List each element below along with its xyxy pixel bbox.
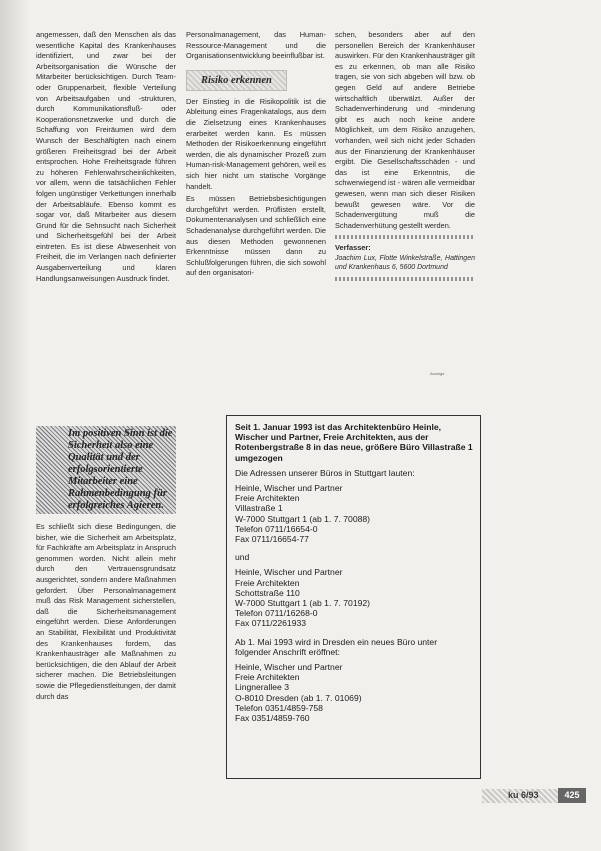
article-paragraph: Es müssen Betriebsbesichtigungen durchgeführt werden. Prüflisten erstellt, Dokumentenanalysen und schließlich eine Schadenanalyse durchgeführt werden. Die aus diesen Methoden gewonnenen Erkenntnisse müssen dann zu Schlußfolgerungen führen, die sich sowohl auf den organisatori- [186,194,326,278]
section-subheading: Risiko erkennen [186,70,287,91]
article-column-1 [36,30,176,286]
article-column-3 [335,30,475,285]
divider [335,235,475,239]
issue-label: ku 6/93 [508,790,539,800]
article-paragraph: Personalmanagement, das Human-Ressource-Management und die Organisationsentwicklung beeinflußbar ist. [186,30,326,61]
notice-dresden-intro: Ab 1. Mai 1993 wird in Dresden ein neues Büro unter folgender Anschrift eröffnet: [235,636,438,657]
address-block-3: Heinle, Wischer und Partner Freie Architekten Lingnerallee 3 O-8010 Dresden (ab 1. 7. 01069) Telefon 0351/4859-758 Fax 0351/4859-760 [235,662,362,724]
article-paragraph: angemessen, daß den Menschen als das wesentliche Kapital des Krankenhauses identifiziert, und zwar bei der Arbeitsorganisation die Wünsche der Mitarbeiter berücksichtigen. Durch Team- oder Gruppenarbeit, flexible Verteilung von Arbeitsaufgaben und -strukturen, durch Kommunikationsfluß- oder Kooperationsnetzwerke und durch die Schaffung von Freiräumen wird dem Wunsch der Beschäftigten nach einem größeren Freiheitsgrad bei der Arbeit entsprochen. Hohe Freiheitsgrade führen zu höheren Fehlerwahrscheinlichkeiten, vor allem, wenn die tatsächlichen Fehler folgen ungünstiger Verkettungen innerhalb der Arbeitsabläufe. Ebenso kommt es sogar vor, daß Mitarbeiter aus diesem Grund für die Sehnsucht nach Sicherheit und Sicherheitsgefühl bei der Arbeit eintreten. Es ist diese Abwesenheit von Freiheit, die im Verlangen nach definierter Ausgabenverteilung und klaren Handlungsanweisungen Ausdruck findet. [36,30,176,283]
page-binding-shadow [0,0,30,851]
notice-intro: Die Adressen unserer Büros in Stuttgart lauten: [235,467,415,478]
article-paragraph: Es schließt sich diese Bedingungen, die bisher, wie die Sicherheit am Arbeitsplatz, für Fachkräfte am Arbeitsplatz in Anspruch genommen worden. Nicht allein mehr durch den Vertrauensgrundsatz ausgerichtet, sondern andere Maßnahmen gefordert. Über Personalmanagement muß das Risk Management sicherstellen, daß die Sicherheitsmanagement eingeführt werden. Diese Anforderungen an Stabilität, Flexibilität und Produktivität des Krankenhauses fordern, das Krankenhausträger alle Maßnahmen zu berücksichtigen, die den Ablauf der Arbeit sicherer machen. Die Betriebsleitungen sowie die Pflegedienstleitungen, der damit durch das [36,522,176,701]
relocation-notice-box [226,415,481,779]
author-label: Verfasser: [335,243,371,253]
address-block-2: Heinle, Wischer und Partner Freie Architekten Schottstraße 110 W-7000 Stuttgart 1 (ab 1. 7. 70192) Telefon 0711/16268-0 Fax 0711/2261933 [235,567,371,629]
address-block-1: Heinle, Wischer und Partner Freie Architekten Villastraße 1 W-7000 Stuttgart 1 (ab 1. 7. 70088) Telefon 0711/16654-0 Fax 0711/16654-77 [235,483,371,545]
page-number: 425 [558,788,586,803]
author-info: Joachim Lux, Flotte Winkelstraße, Hattingen und Krankenhaus 6, 5600 Dortmund [335,254,475,272]
article-column-1-continued [36,522,176,704]
notice-headline: Seit 1. Januar 1993 ist das Architektenbüro Heinle, Wischer und Partner, Freie Architekten, aus der Rotenbergstraße 8 in das neue, größere Büro Villastraße 1 umgezogen [235,422,473,463]
article-paragraph: schen, besonders aber auf den personellen Bereich der Krankenhäuser auswirken. Für den Krankenhausträger gilt es zu erkennen, ob man alle Risiko tragen, sie von sich abgeben will bzw. ob gegen Geld auf andere Betriebe wirtschaftlich überwälzt. Außer der Schadenverhinderung und -minderung gibt es auch noch keine andere Möglichkeit, um dem Risiko anzugehen, vorhanden, weil sich nicht jeder Schaden aus der Finanzierung der Krankenhäuser ergibt. Die Gesellschaftsschäden - und das ist eine Erkenntnis, die schwerwiegend ist - wären alle vermeidbar gewesen, wenn man sich dieser Risiken bewußt gewesen wäre. Vor die Schadenvergütung muß die Schadenverhütung gestellt werden. [335,30,475,230]
article-column-2 [186,30,326,281]
article-paragraph: Der Einstieg in die Risikopolitik ist die Ableitung eines Fragenkatalogs, aus dem die Zielsetzung eines Krankenhauses erarbeitet werden kann. Es müssen Methoden der Risikoerkennung eingeführt werden, die als dynamischer Prozeß zum Human-risk-Management gehören, weil es sich hier nicht um statische Vorgänge handelt. [186,96,326,191]
divider [335,277,475,281]
ad-label: Anzeige [430,371,445,376]
pull-quote: Im positiven Sinn ist die Sicherheit also eine Qualität und der erfolgsorientierte Mitarbeiter eine Rahmenbedingung für erfolgreiches Agieren. [36,426,176,514]
notice-and: und [235,552,250,563]
